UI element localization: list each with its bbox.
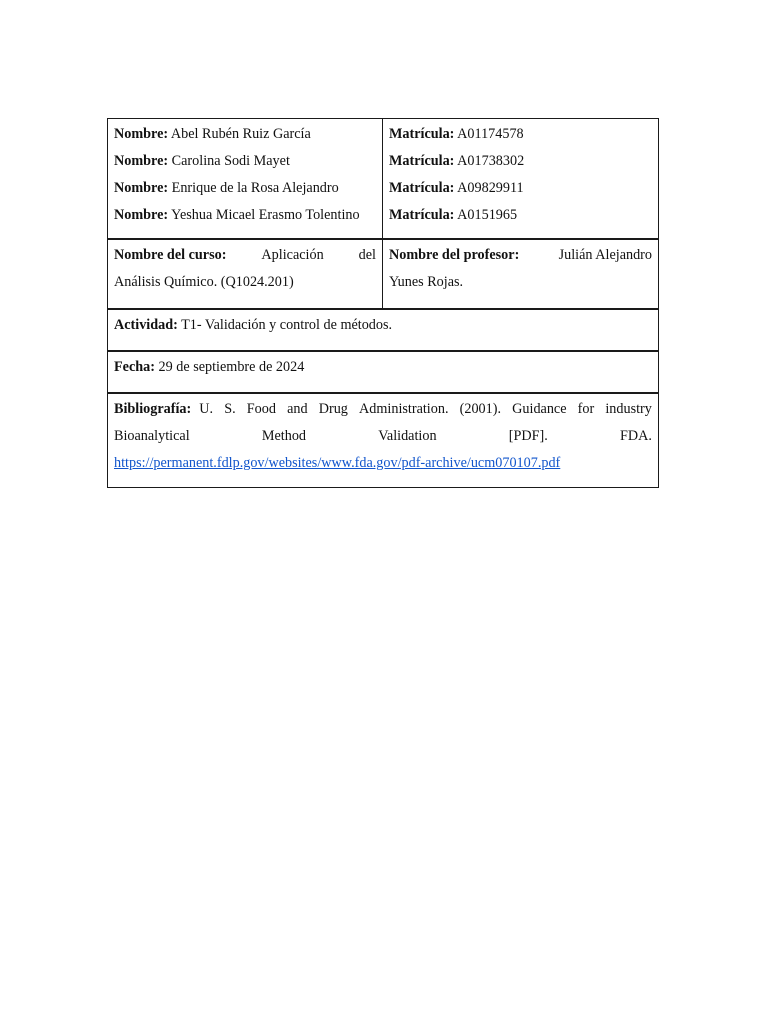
name-label: Nombre: xyxy=(114,180,169,196)
member-name-line xyxy=(114,121,376,148)
members-row xyxy=(108,119,659,240)
course-name-part: del xyxy=(358,247,376,263)
bibliography-word: FDA. xyxy=(620,428,652,444)
date-value: 29 de septiembre de 2024 xyxy=(158,359,305,375)
bibliography-word: Bioanalytical xyxy=(114,428,190,444)
bibliography-word: Method xyxy=(261,428,307,444)
member-id: A09829911 xyxy=(457,180,524,196)
date-row xyxy=(108,351,659,393)
name-label: Nombre: xyxy=(114,207,169,223)
member-name: Enrique de la Rosa Alejandro xyxy=(171,180,339,196)
member-id: A0151965 xyxy=(457,207,518,223)
member-id-line xyxy=(389,121,652,148)
course-name-part: Aplicación xyxy=(261,247,324,263)
professor-name: Yunes Rojas. xyxy=(389,274,464,290)
date-cell xyxy=(108,351,659,393)
document-info-table xyxy=(107,118,659,488)
activity-row xyxy=(108,309,659,351)
activity-value: T1- Validación y control de métodos. xyxy=(181,317,393,333)
ids-cell xyxy=(383,119,659,240)
course-cell xyxy=(108,239,383,309)
bibliography-word: Guidance xyxy=(512,401,567,417)
member-id-line xyxy=(389,148,652,175)
bibliography-text xyxy=(199,396,652,423)
bibliography-row xyxy=(108,393,659,488)
id-label: Matrícula: xyxy=(389,153,455,169)
bibliography-word: industry xyxy=(605,401,652,417)
professor-name-part: Julián Alejandro xyxy=(558,247,652,263)
bibliography-word: Drug xyxy=(318,401,348,417)
professor-cell xyxy=(383,239,659,309)
activity-cell xyxy=(108,309,659,351)
bibliography-word: (2001). xyxy=(459,401,502,417)
member-id: A01738302 xyxy=(457,153,525,169)
member-id: A01174578 xyxy=(457,126,524,142)
bibliography-line-1 xyxy=(114,396,652,423)
course-label: Nombre del curso: xyxy=(114,247,227,263)
id-label: Matrícula: xyxy=(389,126,455,142)
date-label: Fecha: xyxy=(114,359,155,375)
names-cell xyxy=(108,119,383,240)
member-id-line xyxy=(389,202,652,229)
id-label: Matrícula: xyxy=(389,180,455,196)
bibliography-word: [PDF]. xyxy=(508,428,548,444)
member-id-line xyxy=(389,175,652,202)
member-name: Abel Rubén Ruiz García xyxy=(170,126,311,142)
member-name-line xyxy=(114,175,376,202)
member-name: Carolina Sodi Mayet xyxy=(171,153,290,169)
bibliography-word: and xyxy=(287,401,308,417)
member-name-line xyxy=(114,148,376,175)
name-label: Nombre: xyxy=(114,153,169,169)
name-label: Nombre: xyxy=(114,126,169,142)
bibliography-word: for xyxy=(577,401,595,417)
course-name: Análisis Químico. (Q1024.201) xyxy=(114,274,294,290)
bibliography-word: Food xyxy=(246,401,276,417)
professor-label: Nombre del profesor: xyxy=(389,247,520,263)
id-label: Matrícula: xyxy=(389,207,455,223)
bibliography-cell xyxy=(108,393,659,488)
bibliography-label: Bibliografía: xyxy=(114,401,192,417)
bibliography-word: U. xyxy=(199,401,214,417)
professor-line-1 xyxy=(389,242,652,269)
bibliography-line-2 xyxy=(114,423,652,450)
bibliography-word: S. xyxy=(224,401,236,417)
activity-label: Actividad: xyxy=(114,317,178,333)
member-name-line xyxy=(114,202,376,229)
bibliography-word: Administration. xyxy=(359,401,449,417)
member-name: Yeshua Micael Erasmo Tolentino xyxy=(171,207,360,223)
course-row xyxy=(108,239,659,309)
bibliography-link[interactable]: https://permanent.fdlp.gov/websites/www.fda.gov/pdf-archive/ucm070107.pdf xyxy=(114,455,561,471)
course-line-1 xyxy=(114,242,376,269)
bibliography-word: Validation xyxy=(378,428,437,444)
